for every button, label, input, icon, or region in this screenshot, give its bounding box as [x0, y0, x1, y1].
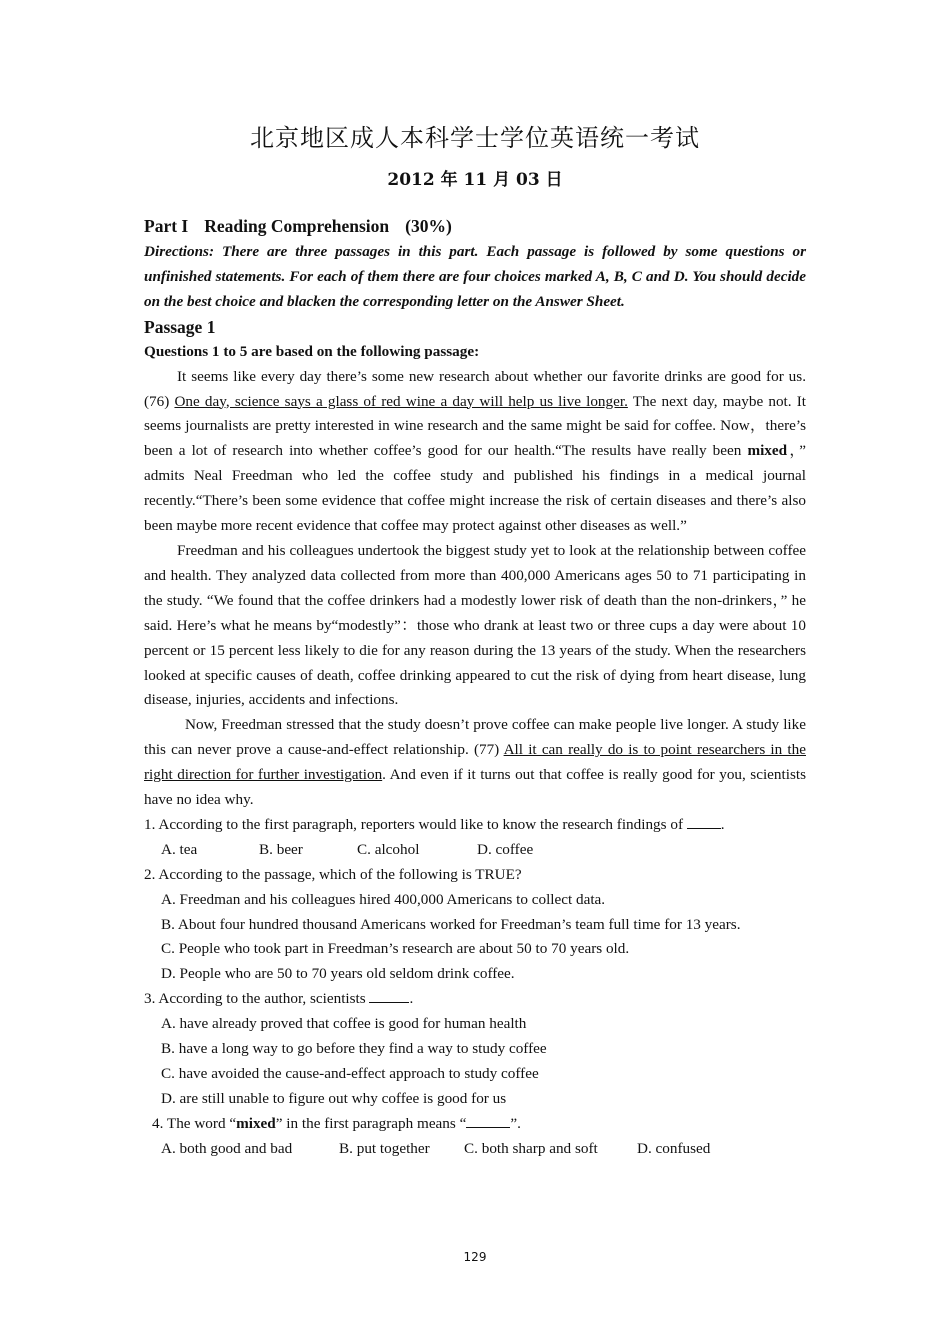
answer-blank — [687, 814, 721, 829]
option-c: C. alcohol — [357, 840, 420, 858]
questions-intro: Questions 1 to 5 are based on the following passage: — [144, 342, 480, 360]
option-b: B. beer — [259, 840, 303, 858]
part-name: Reading Comprehension — [204, 216, 390, 236]
translation-sentence-77: All it can really do is to point researchers in the right direction for further investigation — [144, 741, 806, 784]
paragraph-text: . And even if it turns out that coffee is really good for you, scientists have no idea why. — [144, 766, 806, 809]
question-stem: ” in the first paragraph means “ — [275, 1114, 467, 1132]
answer-blank — [466, 1113, 510, 1128]
page-number: 129 — [463, 1250, 487, 1264]
part-score: (30%) — [405, 216, 452, 236]
paragraph-text: It seems like every day there’s some new research about whether our favorite drinks are good for us. (76) — [144, 367, 806, 410]
question-end: ”. — [510, 1114, 521, 1132]
exam-date: 2012 年 11 月 03 日 — [387, 170, 563, 190]
question-end: . — [409, 990, 414, 1008]
paragraph-text: The next day, maybe not. It seems journalists are pretty interested in wine research and the same might be said for coffee. Now，there’s been a lot of research into whether coffee’s good for our health.“The results have really been — [144, 392, 807, 460]
option-b: B. put together — [339, 1139, 430, 1157]
option-d: D. coffee — [477, 840, 534, 858]
question-stem: 4. The word “ — [152, 1114, 237, 1132]
directions-text: Directions: There are three passages in this part. Each passage is followed by some questions or unfinished statements. For each of them there are four choices marked A, B, C and D. You should decide on the best choice and blacken the corresponding letter on the Answer Sheet. — [144, 243, 806, 310]
option-b: B. have a long way to go before they find a way to study coffee — [161, 1040, 547, 1058]
passage-title: Passage 1 — [144, 316, 216, 337]
translation-sentence-76: One day, science says a glass of red wine a day will help us live longer. — [174, 392, 628, 410]
answer-blank — [369, 988, 409, 1003]
question-2: 2. According to the passage, which of the following is TRUE? — [144, 865, 522, 883]
exam-title: 北京地区成人本科学士学位英语统一考试 — [250, 124, 700, 152]
option-c: C. both sharp and soft — [464, 1139, 598, 1157]
option-c: C. People who took part in Freedman’s research are about 50 to 70 years old. — [161, 940, 630, 958]
option-d: D. are still unable to figure out why coffee is good for us — [161, 1089, 507, 1107]
paragraph-text: Now, Freedman stressed that the study doesn’t prove coffee can make people live longer. A study like this can never prove a cause-and-effect relationship. (77) — [144, 716, 806, 759]
question-1 — [144, 813, 806, 838]
question-end: . — [720, 815, 725, 833]
option-a: A. tea — [161, 840, 198, 858]
document-body — [144, 212, 806, 1162]
question-1-options — [144, 838, 806, 863]
option-b: B. About four hundred thousand Americans worked for Freedman’s team full time for 13 years. — [161, 915, 741, 933]
option-d: D. confused — [637, 1139, 711, 1157]
part-heading — [144, 212, 806, 240]
keyword-mixed: mixed — [236, 1114, 276, 1132]
passage-paragraph-3 — [144, 713, 806, 813]
keyword-mixed: mixed — [747, 442, 788, 460]
passage-paragraph-1 — [144, 365, 806, 539]
question-3 — [144, 987, 806, 1012]
question-stem: 3. According to the author, scientists — [144, 990, 370, 1008]
question-stem: 1. According to the first paragraph, reporters would like to know the research findings of — [144, 815, 687, 833]
option-a: A. have already proved that coffee is good for human health — [161, 1015, 527, 1033]
option-a: A. Freedman and his colleagues hired 400,000 Americans to collect data. — [161, 890, 606, 908]
question-4 — [144, 1112, 806, 1137]
option-d: D. People who are 50 to 70 years old seldom drink coffee. — [161, 965, 515, 983]
passage-paragraph-2: Freedman and his colleagues undertook the biggest study yet to look at the relationship between coffee and health. They analyzed data collected from more than 400,000 Americans ages 50 to 71 participating in the study. “We found that the coffee drinkers had a modestly lower risk of death than the non-drinkers，” he said. Here’s what he means by“modestly”：those who drank at least two or three cups a day were about 10 percent or 15 percent less likely to die for any reason during the 13 years of the study. When the researchers looked at specific causes of death, coffee drinking appeared to cut the risk of dying from heart disease, lung disease, injuries, accidents and infections. — [144, 541, 806, 709]
part-label: Part I — [144, 216, 189, 236]
option-a: A. both good and bad — [161, 1139, 293, 1157]
paragraph-text: ，” admits Neal Freedman who led the coffee study and published his findings in a medical journal recently.“There’s been some evidence that coffee might increase the risk of certain diseases and there’s also been maybe more recent evidence that coffee may protect against other diseases as well.” — [144, 442, 806, 535]
option-c: C. have avoided the cause-and-effect approach to study coffee — [161, 1065, 539, 1082]
question-4-options — [144, 1137, 806, 1162]
